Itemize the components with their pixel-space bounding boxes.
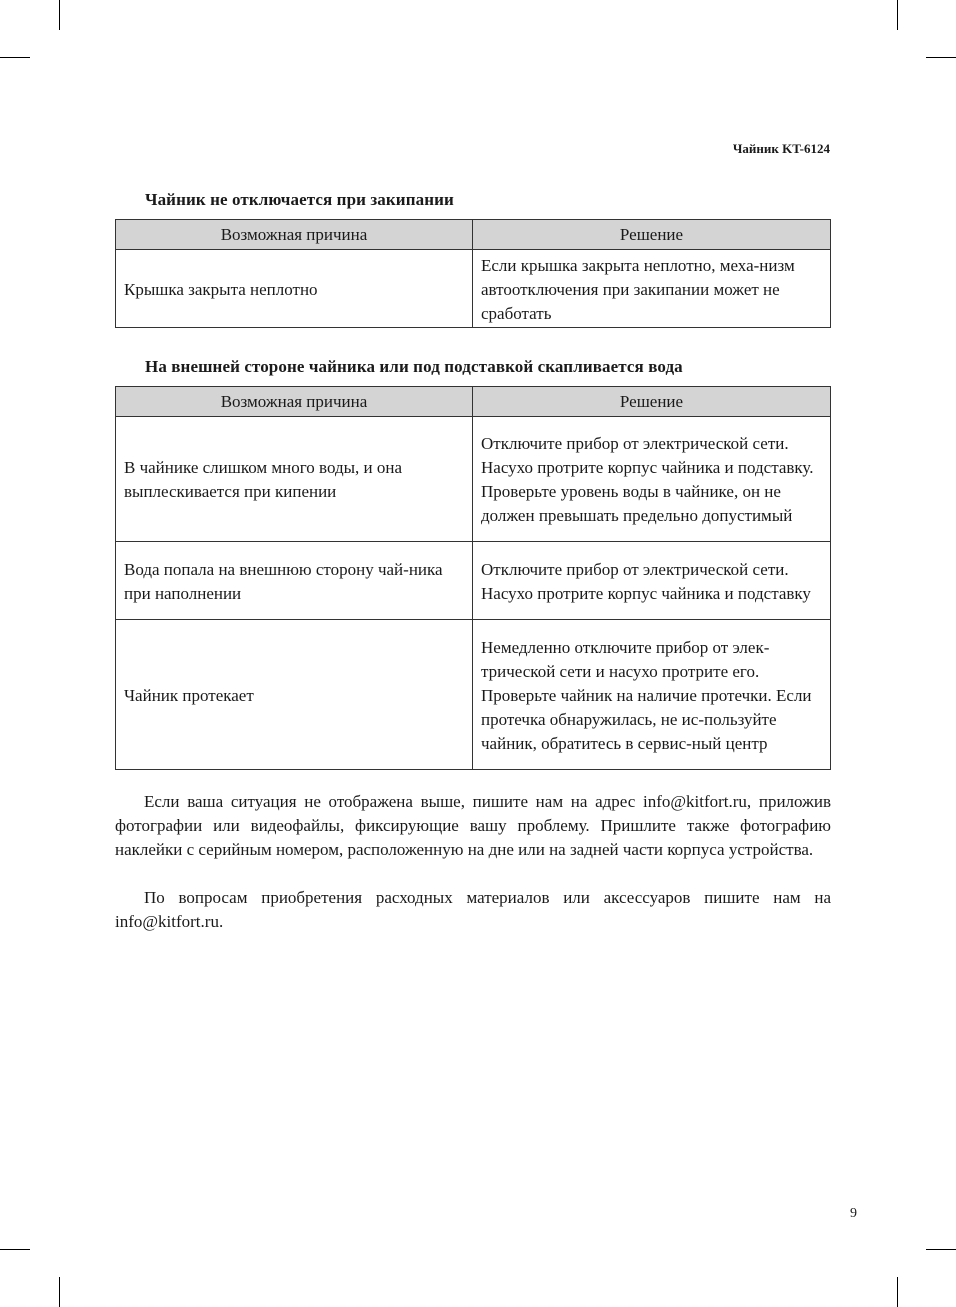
column-header-cause: Возможная причина [116, 220, 473, 250]
crop-mark-bottom-left-vertical [59, 1277, 60, 1307]
solution-cell: Немедленно отключите прибор от элек-трической сети и насухо протрите его. Проверьте чайник на наличие протечки. Если протечка обнаружилась, не ис-пользуйте чайник, обратитесь в сервис-ный центр [473, 620, 831, 770]
cause-cell: Чайник протекает [116, 620, 473, 770]
page-number: 9 [850, 1206, 857, 1221]
cause-cell: В чайнике слишком много воды, и она выплескивается при кипении [116, 417, 473, 542]
cause-cell: Вода попала на внешнюю сторону чай-ника при наполнении [116, 542, 473, 620]
section-title-water-accumulates: На внешней стороне чайника или под подставкой скапливается вода [145, 357, 683, 376]
table-row [116, 250, 831, 328]
accessories-paragraph: По вопросам приобретения расходных материалов или аксессуаров пишите нам на info@kitfort.ru. [115, 888, 831, 931]
column-header-solution: Решение [473, 387, 831, 417]
solution-cell: Отключите прибор от электрической сети. Насухо протрите корпус чайника и подставку [473, 542, 831, 620]
running-header: Чайник KT-6124 [732, 141, 830, 156]
crop-mark-top-left-horizontal [0, 57, 30, 58]
cause-cell: Крышка закрыта неплотно [116, 250, 473, 328]
solution-cell: Если крышка закрыта неплотно, меха-низм автоотключения при закипании может не сработать [473, 250, 831, 328]
troubleshooting-table-no-auto-off [115, 219, 831, 328]
crop-mark-top-right-vertical [897, 0, 898, 30]
table-row [116, 417, 831, 542]
section-title-no-auto-off: Чайник не отключается при закипании [145, 190, 454, 209]
contact-paragraph: Если ваша ситуация не отображена выше, пишите нам на адрес info@kitfort.ru, приложив фотографии или видеофайлы, фиксирующие вашу проблему. Пришлите также фотографию наклейки с серийным номером, расположенную на дне или на задней части корпуса устройства. [115, 792, 831, 859]
crop-mark-top-right-horizontal [926, 57, 956, 58]
crop-mark-top-left-vertical [59, 0, 60, 30]
table-row [116, 620, 831, 770]
crop-mark-bottom-right-vertical [897, 1277, 898, 1307]
crop-mark-bottom-right-horizontal [926, 1249, 956, 1250]
column-header-solution: Решение [473, 220, 831, 250]
table-row [116, 542, 831, 620]
crop-mark-bottom-left-horizontal [0, 1249, 30, 1250]
solution-cell: Отключите прибор от электрической сети. Насухо протрите корпус чайника и подставку. Проверьте уровень воды в чайнике, он не должен превышать предельно допустимый [473, 417, 831, 542]
column-header-cause: Возможная причина [116, 387, 473, 417]
troubleshooting-table-water-accumulates [115, 386, 831, 770]
table-header-row [116, 387, 831, 417]
table-header-row [116, 220, 831, 250]
